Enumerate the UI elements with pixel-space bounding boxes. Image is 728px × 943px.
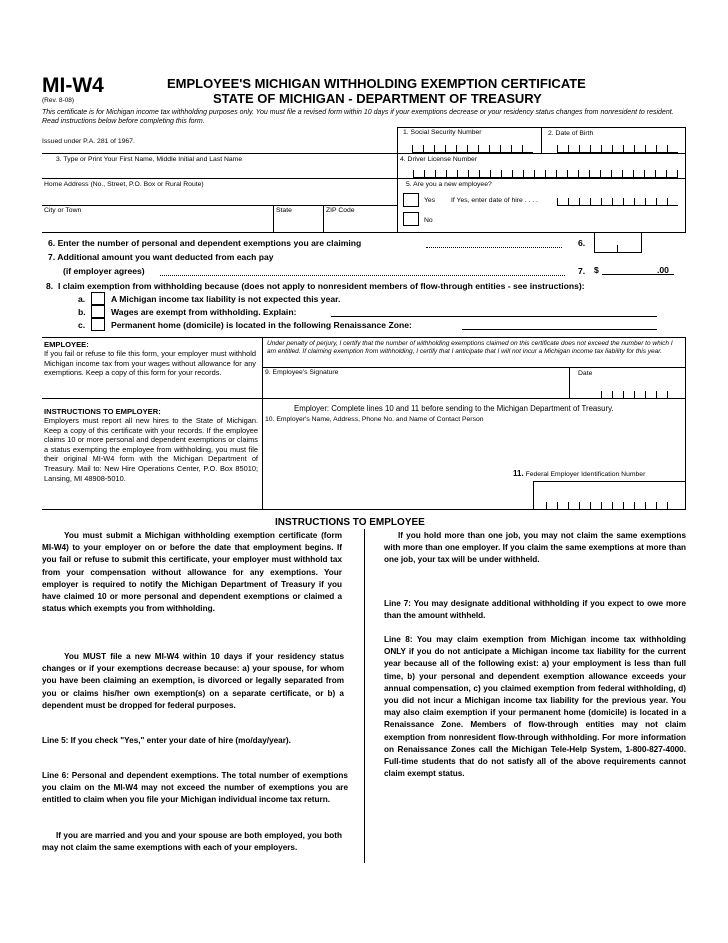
- perjury-text: Under penalty of perjury, I certify that the number of withholding exemptions claimed on this certificate does not exceed the number to which I am entitled. If claiming exemption from withholding, I certify that I anticipate that I will not incur a Michigan income tax liability for this year.: [267, 340, 673, 355]
- new-employee-label: 5. Are you a new employee?: [406, 181, 492, 188]
- ssn-field[interactable]: [412, 145, 533, 153]
- line-8a-checkbox[interactable]: [91, 292, 105, 305]
- left-paragraph-4: Line 6: Personal and dependent exemptions. The total number of exemptions you claim on the MI-W4 may not exceed the number of exemptions you are entitled to claim when you file your Michigan individual income tax return.: [42, 771, 348, 805]
- form-id: MI-W4: [42, 74, 104, 97]
- line-8c-checkbox[interactable]: [91, 318, 105, 331]
- line-8b-checkbox[interactable]: [91, 305, 105, 318]
- employer-text: Employers must report all new hires to the State of Michigan. Keep a copy of this certificate with your records. If the employee claims 10 or more personal and dependent exemptions or claims a status exempting the employee from withholding, you must file their original MI-W4 form with the Michigan Department of Treasury. Mail to: New Hire Operations Center, P.O. Box 85010; Lansing, MI 48908-5010.: [44, 416, 258, 483]
- no-checkbox[interactable]: [403, 212, 419, 226]
- address-label: Home Address (No., Street, P.O. Box or Rural Route): [44, 181, 204, 188]
- hire-date-field[interactable]: [557, 198, 678, 206]
- no-label: No: [424, 217, 433, 224]
- right-paragraph-2: Line 7: You may designate additional withholding if you expect to owe more than the amount withheld.: [384, 599, 686, 621]
- renaissance-zone-field[interactable]: [462, 329, 657, 330]
- line-8a: A Michigan income tax liability is not expected this year.: [111, 294, 341, 304]
- issued-note: Issued under P.A. 281 of 1967.: [42, 138, 135, 145]
- license-field[interactable]: [413, 170, 678, 178]
- dollar-sign: $: [594, 265, 599, 275]
- yes-label: Yes: [424, 197, 436, 204]
- ssn-label: 1. Social Security Number: [403, 129, 482, 136]
- line-6-number: 6.: [578, 238, 586, 248]
- signature-field[interactable]: [263, 376, 567, 397]
- dob-field[interactable]: [557, 145, 678, 153]
- name-label: 3. Type or Print Your First Name, Middle Initial and Last Name: [56, 156, 243, 163]
- line-7: 7. Additional amount you want deducted from each pay: [48, 252, 274, 262]
- line-11-label: 11. Federal Employer Identification Number: [513, 469, 646, 478]
- left-paragraph-5: If you are married and you and your spouse are both employed, you both may not claim the same exemptions with each of your employers.: [42, 831, 342, 853]
- right-paragraph-3: Line 8: You may claim exemption from Michigan income tax withholding ONLY if you do not anticipate a Michigan income tax liability for the current year because all of the following exist: a) your employment is less than full time, b) your personal and dependent exemption allowance exceeds your annual compensation, c) you claimed exemption from federal withholding, d) you did not incur a Michigan income tax liability for the previous year. You may also claim exemption if your permanent home (domicile) is located in a Renaissance Zone. Members of flow-through entities may not claim exemption from nonresident flow-through withholding. For more information on Renaissance Zones call the Michigan Tele-Help System, 1-800-827-4000. Full-time students that do not satisfy all of the above requirements cannot claim exempt status.: [384, 635, 686, 779]
- dob-label: 2. Date of Birth: [548, 130, 594, 137]
- employer-complete-note: Employer: Complete lines 10 and 11 before sending to the Michigan Department of Treasury.: [294, 404, 614, 413]
- employer-heading: INSTRUCTIONS TO EMPLOYER:: [44, 407, 161, 416]
- left-paragraph-1: You must submit a Michigan withholding exemption certificate (form MI-W4) to your employer on or before the date that employment begins. If you fail or refuse to submit this certificate, your employer must withhold tax from your compensation without allowance for any exemptions. Your employer is required to notify the Michigan Department of Treasury if you have claimed 10 or more personal and dependent exemptions or claimed a status which exempts you from withholding.: [42, 531, 342, 614]
- zip-label: ZIP Code: [326, 207, 355, 214]
- city-label: City or Town: [44, 207, 82, 214]
- employee-heading: EMPLOYEE:: [44, 340, 89, 349]
- exemptions-field[interactable]: [594, 232, 642, 253]
- state-label: State: [276, 207, 292, 214]
- hire-date-label: If Yes, enter date of hire . . . .: [451, 197, 538, 204]
- employer-info-field[interactable]: [264, 426, 684, 466]
- line-7-number: 7.: [578, 266, 586, 276]
- line-8b: Wages are exempt from withholding. Explain:: [111, 307, 297, 317]
- date-label: Date: [578, 370, 593, 377]
- intro-text: This certificate is for Michigan income tax withholding purposes only. You must file a revised form within 10 days if your exemptions decrease or your residency status changes from nonresident to resident. Read instructions below before completing this form.: [42, 109, 674, 126]
- cents: .00: [657, 265, 669, 275]
- form-title: EMPLOYEE'S MICHIGAN WITHHOLDING EXEMPTION CERTIFICATE: [167, 76, 586, 91]
- line-8c: Permanent home (domicile) is located in the following Renaissance Zone:: [111, 320, 412, 330]
- license-label: 4. Driver License Number: [400, 156, 478, 163]
- line-8: 8. I claim exemption from withholding because (does not apply to nonresident members of flow-through entities - see instructions):: [46, 281, 585, 291]
- line-10-label: 10. Employer's Name, Address, Phone No. and Name of Contact Person: [265, 416, 484, 423]
- line-8b-letter: b.: [78, 307, 86, 317]
- left-paragraph-3: Line 5: If you check "Yes," enter your date of hire (mo/day/year).: [42, 736, 291, 745]
- right-paragraph-1: If you hold more than one job, you may not claim the same exemptions with more than one employer. If you claim the same exemptions at more than one job, your tax will be under withheld.: [384, 531, 686, 565]
- explain-field[interactable]: [331, 316, 657, 317]
- line-6: 6. Enter the number of personal and dependent exemptions you are claiming: [48, 238, 362, 248]
- instructions-title: INSTRUCTIONS TO EMPLOYEE: [275, 517, 425, 528]
- line-8c-letter: c.: [78, 320, 86, 330]
- line-7-cont: (if employer agrees): [63, 266, 145, 276]
- left-paragraph-2: You MUST file a new MI-W4 within 10 days if your residency status changes or if your exemptions decrease because: a) your spouse, for whom you have been claiming an exemption, is divorced or legally separated from you or claims his/her own exemption(s) on a separate certificate, or b) a dependent must be dropped for federal purposes.: [42, 652, 344, 710]
- yes-checkbox[interactable]: [403, 193, 419, 207]
- form-revision: (Rev. 8-08): [42, 97, 75, 104]
- employee-text: If you fail or refuse to file this form, your employer must withhold Michigan income tax from your wages without allowance for any exemptions. Keep a copy of this form for your records.: [44, 349, 256, 378]
- line-8a-letter: a.: [78, 294, 86, 304]
- signature-label: 9. Employee's Signature: [265, 369, 339, 376]
- form-subtitle: STATE OF MICHIGAN - DEPARTMENT OF TREASURY: [213, 91, 542, 106]
